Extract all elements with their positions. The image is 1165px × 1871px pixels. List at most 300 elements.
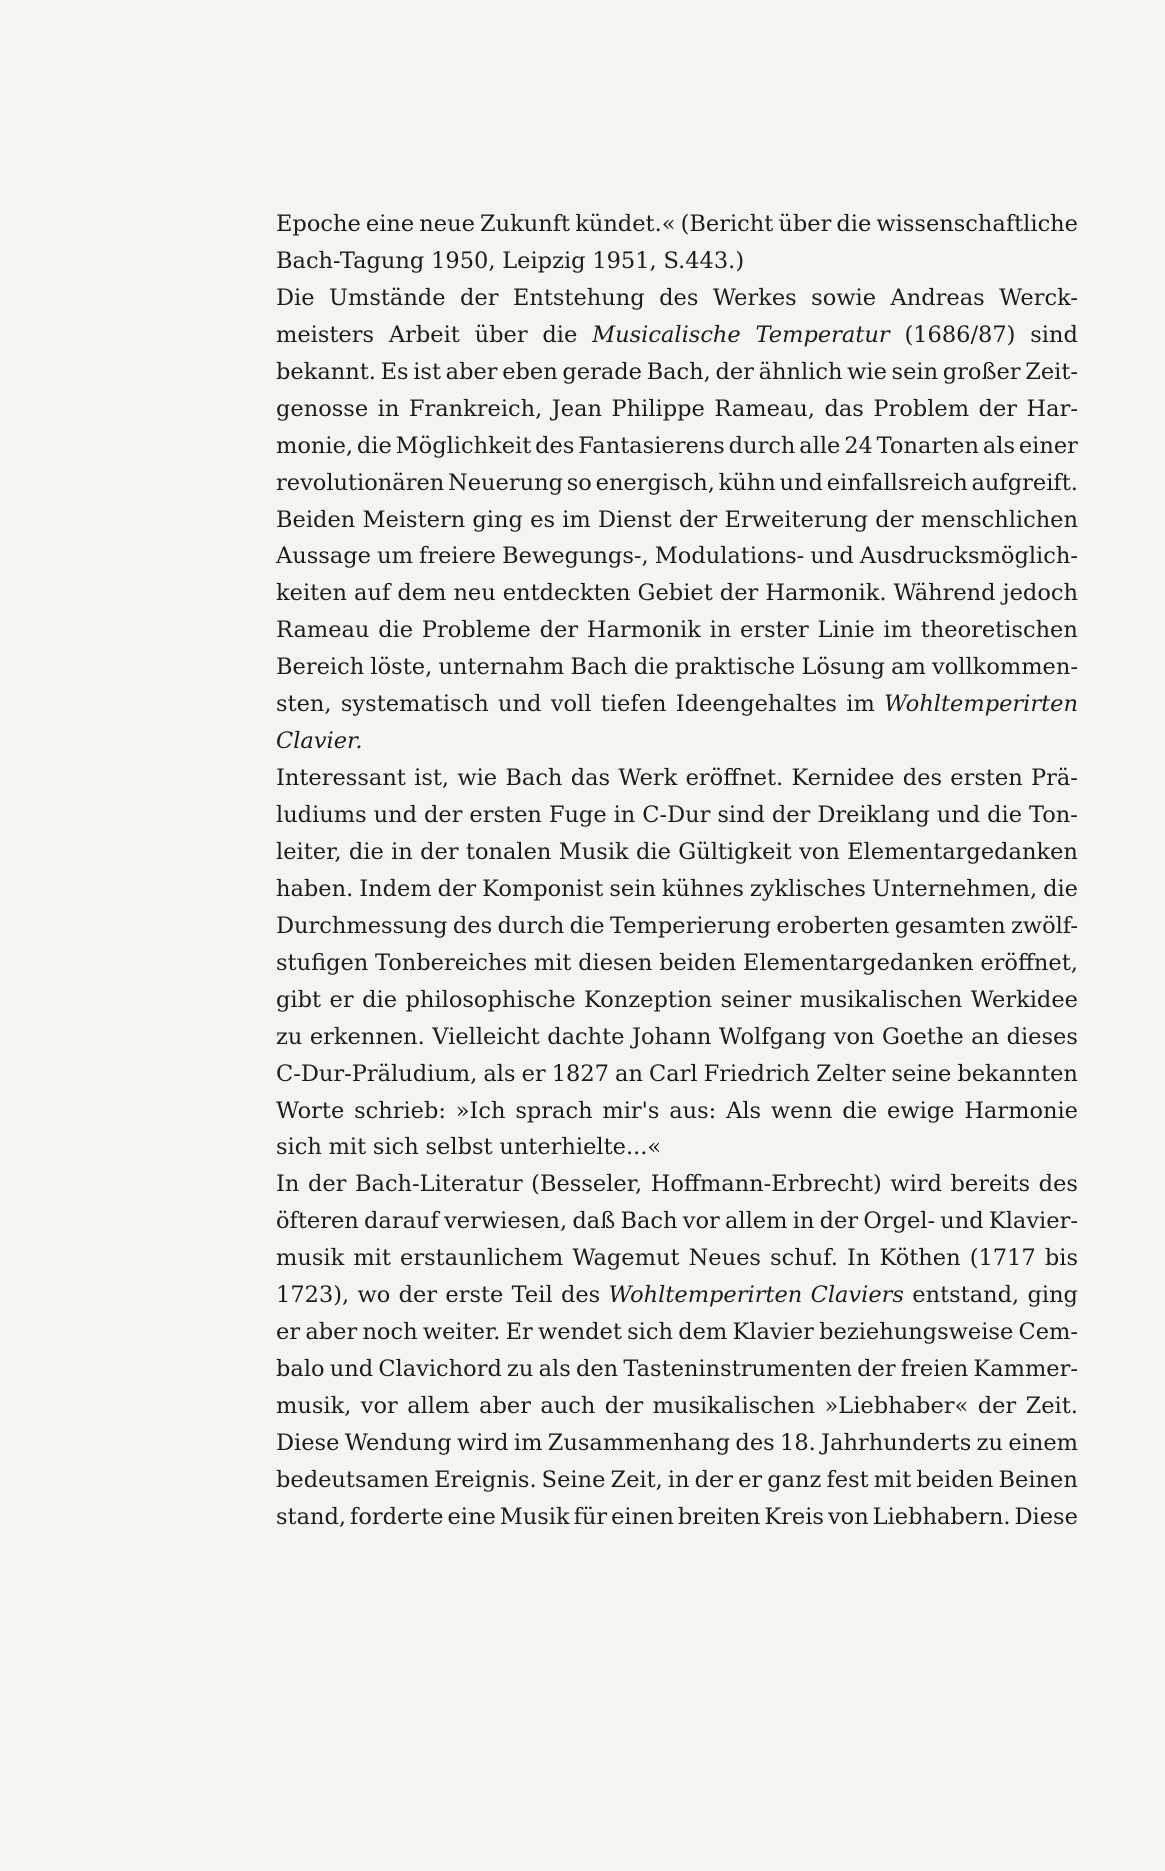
word: des	[735, 1429, 775, 1456]
word: seiner	[720, 986, 792, 1013]
word: Probleme	[421, 617, 531, 644]
word: beiden	[916, 1466, 994, 1493]
word: selbst	[425, 1134, 493, 1161]
word: die	[542, 321, 578, 348]
word: der	[604, 1393, 644, 1419]
word: haben.	[276, 875, 354, 902]
word: musikalischen	[799, 986, 963, 1013]
word: von	[827, 1503, 869, 1530]
word: kühnes	[661, 875, 744, 902]
word: allem	[407, 1393, 470, 1419]
word: Friedrich	[703, 1060, 810, 1087]
word: Vielleicht	[432, 1023, 540, 1050]
word: bedeutsamen	[276, 1466, 430, 1493]
word: die	[378, 617, 414, 644]
word: und	[779, 469, 823, 496]
word: forderte	[350, 1503, 444, 1530]
word: des	[1038, 1171, 1078, 1198]
word: wie	[457, 765, 498, 792]
text-line	[276, 1499, 1078, 1536]
text-line	[276, 538, 1078, 575]
word: das	[824, 395, 864, 422]
word: (Besseler,	[531, 1171, 643, 1198]
word: musik,	[276, 1393, 352, 1419]
word: in	[613, 802, 636, 828]
word: durch	[497, 912, 565, 939]
text-line	[276, 428, 1078, 465]
word: Indem	[359, 875, 432, 902]
word: stufigen	[276, 949, 369, 976]
word: Harmonik	[586, 617, 701, 644]
text-line	[276, 1277, 1078, 1314]
word: Umstände	[329, 284, 446, 311]
word: und	[936, 802, 981, 828]
word: freien	[900, 1356, 969, 1383]
word: (Bericht	[680, 211, 774, 237]
word: einer	[1018, 432, 1078, 459]
word: Beiden	[276, 506, 356, 533]
word: über	[474, 321, 528, 348]
word: menschlichen	[920, 506, 1078, 533]
word: öfteren	[276, 1208, 359, 1235]
word: die	[987, 802, 1023, 828]
word: Bach,	[646, 358, 711, 385]
word: von	[799, 838, 840, 865]
word: verwiesen,	[444, 1208, 568, 1235]
word: um	[377, 543, 413, 570]
word: schrieb:	[354, 1097, 446, 1124]
word: und	[940, 1208, 984, 1235]
word: als	[982, 432, 1015, 459]
word: Bach-Literatur	[355, 1171, 523, 1198]
word: »Ich	[455, 1097, 506, 1124]
word: der	[398, 1282, 438, 1309]
word: Lösung	[801, 654, 885, 681]
text-line	[276, 1240, 1078, 1277]
word: Epoche	[276, 211, 361, 237]
word: der	[771, 802, 811, 828]
text-line	[276, 1056, 1078, 1093]
word: Wagemut	[572, 1245, 680, 1272]
word: Zeit,	[610, 1466, 663, 1493]
word: Orgel-	[863, 1208, 936, 1235]
word: Musicalische	[592, 321, 741, 348]
word: an	[971, 1023, 1000, 1050]
word: Cem-	[1018, 1319, 1078, 1346]
word: Modulations-	[654, 543, 805, 570]
word: von	[833, 1023, 875, 1050]
word: beiden	[659, 949, 737, 976]
word: er	[521, 1060, 546, 1087]
word: an	[615, 1060, 643, 1087]
word: einem	[1008, 1429, 1078, 1456]
word: Bach	[570, 654, 628, 681]
word: Konzeption	[584, 986, 713, 1013]
word: eröffnet.	[685, 765, 784, 792]
word: entstand,	[912, 1282, 1020, 1309]
word: durch	[728, 432, 796, 459]
word: vollkommen-	[932, 654, 1078, 681]
word: zyklisches	[749, 875, 866, 902]
word: Werk	[618, 765, 678, 792]
word: wissenschaftliche	[876, 211, 1078, 237]
word: Die	[276, 284, 315, 311]
word: Er	[505, 1319, 533, 1346]
word: Wendung	[344, 1429, 452, 1456]
text-line	[276, 1019, 1078, 1056]
word: Zeit-	[1025, 358, 1078, 385]
word: S.443.)	[663, 247, 745, 274]
word: Problem	[873, 395, 970, 422]
word: Harmonik.	[765, 580, 887, 607]
word: sowie	[811, 284, 877, 311]
word: Arbeit	[388, 321, 460, 348]
word: wie	[847, 358, 887, 385]
word: ging	[472, 506, 523, 533]
text-line	[276, 280, 1078, 317]
text-line	[276, 1166, 1078, 1203]
word: sich	[372, 1134, 419, 1161]
text-line	[276, 206, 1078, 243]
word: jedoch	[1002, 580, 1078, 607]
word: aufgreift.	[971, 469, 1078, 496]
word: erster	[740, 617, 809, 644]
word: Durchmessung	[276, 912, 448, 939]
text-line	[276, 243, 1078, 280]
word: sten,	[276, 691, 332, 718]
word: Musik	[499, 1503, 570, 1530]
word: neue	[419, 211, 475, 237]
word: monie,	[276, 432, 354, 459]
word: der	[978, 395, 1018, 422]
word: mir's	[602, 1097, 660, 1124]
text-line	[276, 1351, 1078, 1388]
text-line	[276, 797, 1078, 834]
word: der	[719, 580, 759, 607]
word: gerade	[562, 358, 642, 385]
word: aber	[445, 358, 498, 385]
text-line	[276, 834, 1078, 871]
word: C-Dur	[642, 802, 711, 828]
word: 1950,	[431, 247, 496, 274]
word: Dreiklang	[817, 802, 930, 828]
word: genosse	[276, 395, 369, 422]
word: Kernidee	[791, 765, 895, 792]
word: sein	[891, 358, 939, 385]
word: auf	[354, 580, 391, 607]
word: Tasteninstrumenten	[623, 1356, 852, 1383]
word: kündet.«	[575, 211, 676, 237]
word: für	[573, 1503, 608, 1530]
word: Tonarten	[876, 432, 979, 459]
word: Wohltemperirten	[884, 691, 1078, 718]
word: musik	[276, 1245, 345, 1272]
word: neu	[453, 580, 496, 607]
word: als	[538, 1356, 571, 1383]
word: mit	[353, 1245, 391, 1272]
word: Diese	[1014, 1503, 1078, 1530]
word: der	[423, 802, 463, 828]
word: 1951,	[592, 247, 657, 274]
text-line	[276, 945, 1078, 982]
word: Musik	[558, 838, 629, 865]
word: Bach	[505, 765, 563, 792]
word: gibt	[276, 986, 322, 1013]
word: balo	[276, 1356, 325, 1383]
text-line	[276, 1388, 1078, 1425]
word: noch	[362, 1319, 418, 1346]
word: wenn	[770, 1097, 833, 1124]
word: die	[569, 912, 605, 939]
word: stand,	[276, 1503, 347, 1530]
word: revolutionären	[276, 469, 445, 496]
word: eben	[502, 358, 558, 385]
word: Interessant	[276, 765, 406, 792]
word: im	[562, 506, 591, 533]
body-text	[276, 206, 1078, 1536]
word: Komponist	[482, 875, 604, 902]
word: Klavier-	[988, 1208, 1078, 1235]
word: und	[373, 802, 418, 828]
word: Wolfgang	[718, 1023, 827, 1050]
word: ewige	[887, 1097, 955, 1124]
word: ist,	[414, 765, 450, 792]
word: der	[678, 506, 718, 533]
word: im	[513, 1429, 543, 1456]
word: zu	[507, 1356, 534, 1383]
word: meisters	[276, 321, 375, 348]
word: Jean	[551, 395, 603, 422]
text-line	[276, 686, 1078, 723]
word: Erweiterung	[724, 506, 868, 533]
word: bereits	[950, 1171, 1031, 1198]
word: eine	[447, 1503, 496, 1530]
word: Harmonie	[964, 1097, 1078, 1124]
word: Har-	[1026, 395, 1078, 422]
word: löste,	[370, 654, 433, 681]
word: die	[633, 654, 669, 681]
word: über	[778, 211, 832, 237]
word: eröffnet,	[980, 949, 1078, 976]
word: der	[694, 1466, 734, 1493]
word: ersten	[950, 765, 1023, 792]
word: dachte	[547, 1023, 625, 1050]
word: des	[452, 912, 493, 939]
word: auch	[540, 1393, 596, 1419]
word: dem	[678, 1319, 728, 1346]
word: Elementargedanken	[847, 838, 1078, 865]
word: »Liebhaber«	[824, 1393, 969, 1419]
word: er	[329, 986, 354, 1013]
word: des	[535, 432, 575, 459]
word: in	[792, 1208, 815, 1235]
word: Fantasierens	[578, 432, 725, 459]
word: diesen	[578, 949, 653, 976]
word: und	[810, 543, 854, 570]
word: tonalen	[465, 838, 552, 865]
word: des	[902, 765, 942, 792]
word: es	[530, 506, 555, 533]
text-line	[276, 871, 1078, 908]
word: sprach	[515, 1097, 593, 1124]
word: daß	[572, 1208, 616, 1235]
word: Zeit.	[1025, 1393, 1078, 1419]
word: Klavier	[732, 1319, 814, 1346]
word: eine	[365, 211, 415, 237]
word: aber	[479, 1393, 531, 1419]
word: C-Dur-Präludium,	[276, 1060, 478, 1087]
word: wendet	[538, 1319, 622, 1346]
word: systematisch	[340, 691, 489, 718]
word: bis	[1044, 1245, 1078, 1272]
word: so	[566, 469, 592, 496]
word: Temperatur	[755, 321, 890, 348]
word: im	[883, 617, 912, 644]
word: 18.	[780, 1429, 816, 1456]
word: (1686/87)	[904, 321, 1016, 348]
word: Unternehmen,	[871, 875, 1038, 902]
word: einen	[611, 1503, 674, 1530]
word: Während	[893, 580, 996, 607]
word: gesamten	[894, 912, 1006, 939]
text-line	[276, 317, 1078, 354]
word: Werkidee	[970, 986, 1078, 1013]
text-line	[276, 391, 1078, 428]
word: freiere	[419, 543, 496, 570]
word: der	[819, 1208, 859, 1235]
word: weiter.	[422, 1319, 501, 1346]
word: bekannten	[957, 1060, 1078, 1087]
word: erste	[445, 1282, 504, 1309]
word: der	[307, 1171, 347, 1198]
word: sind	[717, 802, 765, 828]
word: der	[420, 838, 459, 865]
word: Bach	[620, 1208, 678, 1235]
word: ähnlich	[758, 358, 843, 385]
word: Clavier.	[276, 728, 363, 755]
text-line	[276, 575, 1078, 612]
text-line	[276, 1203, 1078, 1240]
word: voll	[550, 691, 592, 718]
word: Zusammenhang	[547, 1429, 731, 1456]
word: 1723),	[276, 1282, 350, 1309]
text-line	[276, 908, 1078, 945]
word: Ideengehaltes	[675, 691, 837, 718]
word: Philippe	[611, 395, 705, 422]
word: philosophische	[405, 986, 576, 1013]
word: die	[362, 986, 398, 1013]
word: der	[459, 284, 499, 311]
word: ersten	[469, 802, 542, 828]
word: mit	[873, 1466, 912, 1493]
word: Bach-Tagung	[276, 247, 425, 274]
word: Linie	[817, 617, 875, 644]
word: Liebhabern.	[872, 1503, 1011, 1530]
word: aus:	[669, 1097, 717, 1124]
word: vor	[360, 1393, 398, 1419]
word: Meistern	[362, 506, 466, 533]
word: er	[738, 1466, 763, 1493]
word: Entstehung	[512, 284, 645, 311]
word: dieses	[1006, 1023, 1078, 1050]
word: Werkes	[712, 284, 797, 311]
word: Diese	[276, 1429, 340, 1456]
text-line	[276, 354, 1078, 391]
word: (1717	[969, 1245, 1036, 1272]
word: Ton-	[1028, 802, 1078, 828]
word: Worte	[276, 1097, 345, 1124]
word: er	[276, 1319, 301, 1346]
word: bekannt.	[276, 358, 376, 385]
word: unternahm	[438, 654, 565, 681]
word: Hoffmann-Erbrecht)	[650, 1171, 882, 1198]
word: Rameau,	[714, 395, 815, 422]
word: In	[276, 1171, 300, 1198]
word: Möglichkeit	[395, 432, 532, 459]
word: Zukunft	[479, 211, 571, 237]
word: Seine	[541, 1466, 606, 1493]
word: der	[437, 875, 477, 902]
word: fest	[826, 1466, 869, 1493]
text-line	[276, 1093, 1078, 1130]
word: wo	[357, 1282, 391, 1309]
text-line	[276, 649, 1078, 686]
word: zu	[976, 1429, 1003, 1456]
word: einfallsreich	[826, 469, 968, 496]
word: aber	[305, 1319, 358, 1346]
text-line	[276, 982, 1078, 1019]
word: Es	[380, 358, 409, 385]
word: mit	[533, 949, 572, 976]
word: als	[483, 1060, 516, 1087]
word: das	[570, 765, 611, 792]
word: Claviers	[810, 1282, 904, 1309]
word: der	[857, 1356, 896, 1383]
word: Gebiet	[637, 580, 713, 607]
word: Ereignis.	[434, 1466, 537, 1493]
word: in	[391, 838, 413, 865]
word: breiten	[677, 1503, 761, 1530]
word: Goethe	[882, 1023, 964, 1050]
text-line	[276, 1462, 1078, 1499]
word: beziehungsweise	[819, 1319, 1014, 1346]
word: Tonbereiches	[374, 949, 528, 976]
text-line	[276, 760, 1078, 797]
word: erkennen.	[309, 1023, 425, 1050]
word: ist	[413, 358, 442, 385]
word: eroberten	[776, 912, 890, 939]
word: in	[377, 395, 400, 422]
text-line	[276, 723, 1078, 760]
word: Bereich	[276, 654, 365, 681]
word: praktische	[674, 654, 796, 681]
word: Gültigkeit	[678, 838, 792, 865]
word: Rameau	[276, 617, 370, 644]
word: 1827	[551, 1060, 609, 1087]
word: großer	[942, 358, 1021, 385]
word: Johann	[631, 1023, 712, 1050]
word: unterhielte...«	[499, 1134, 662, 1161]
text-line	[276, 1425, 1078, 1462]
word: erstaunlichem	[400, 1245, 564, 1272]
word: Zelter	[816, 1060, 886, 1087]
text-line	[276, 1314, 1078, 1351]
word: allem	[725, 1208, 788, 1235]
text-line	[276, 502, 1078, 539]
word: Dienst	[597, 506, 672, 533]
word: den	[575, 1356, 619, 1383]
word: ludiums	[276, 802, 367, 828]
